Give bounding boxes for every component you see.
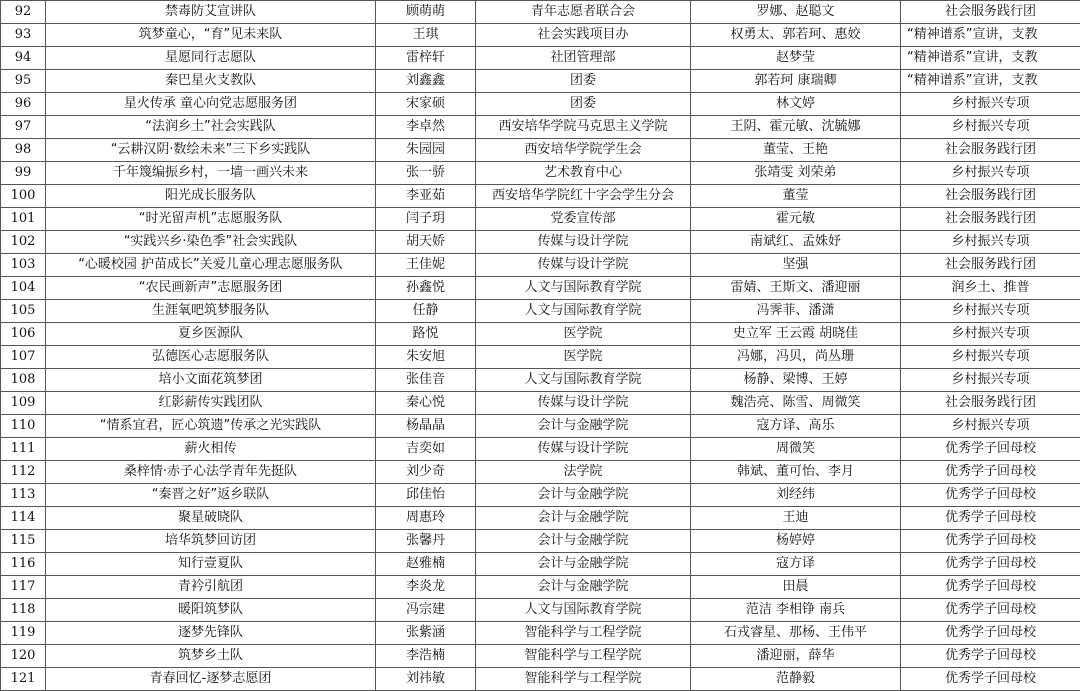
row-number-cell[interactable]: 109: [1, 392, 46, 415]
leader-cell[interactable]: 冯宗建: [376, 599, 476, 622]
unit-cell[interactable]: 人文与国际教育学院: [476, 599, 691, 622]
unit-cell[interactable]: 团委: [476, 93, 691, 116]
category-cell[interactable]: 社会服务践行团: [901, 185, 1080, 208]
unit-cell[interactable]: 人文与国际教育学院: [476, 300, 691, 323]
row-number-cell[interactable]: 113: [1, 484, 46, 507]
leader-cell[interactable]: 张馨丹: [376, 530, 476, 553]
advisor-cell[interactable]: 魏浩亮、陈雪、周微笑: [691, 392, 901, 415]
category-cell[interactable]: 优秀学子回母校: [901, 599, 1080, 622]
unit-cell[interactable]: 医学院: [476, 323, 691, 346]
row-number-cell[interactable]: 114: [1, 507, 46, 530]
row-number-cell[interactable]: 102: [1, 231, 46, 254]
table-row[interactable]: [1, 622, 1080, 645]
category-cell[interactable]: 优秀学子回母校: [901, 461, 1080, 484]
unit-cell[interactable]: 青年志愿者联合会: [476, 1, 691, 24]
row-number-cell[interactable]: 97: [1, 116, 46, 139]
leader-cell[interactable]: 赵雅楠: [376, 553, 476, 576]
table-row[interactable]: [1, 484, 1080, 507]
advisor-cell[interactable]: 冯娜，冯贝，尚丛珊: [691, 346, 901, 369]
category-cell[interactable]: 优秀学子回母校: [901, 530, 1080, 553]
category-cell[interactable]: 优秀学子回母校: [901, 507, 1080, 530]
unit-cell[interactable]: 传媒与设计学院: [476, 438, 691, 461]
advisor-cell[interactable]: 寇方译、高乐: [691, 415, 901, 438]
unit-cell[interactable]: 人文与国际教育学院: [476, 369, 691, 392]
team-name-cell[interactable]: “秦晋之好”返乡联队: [46, 484, 376, 507]
table-row[interactable]: [1, 139, 1080, 162]
unit-cell[interactable]: 西安培华学院红十字会学生分会: [476, 185, 691, 208]
team-name-cell[interactable]: 知行壹夏队: [46, 553, 376, 576]
table-row[interactable]: [1, 392, 1080, 415]
team-name-cell[interactable]: 薪火相传: [46, 438, 376, 461]
team-name-cell[interactable]: 青衿引航团: [46, 576, 376, 599]
team-name-cell[interactable]: 青春回忆-逐梦志愿团: [46, 668, 376, 691]
table-row[interactable]: [1, 1, 1080, 24]
unit-cell[interactable]: 人文与国际教育学院: [476, 277, 691, 300]
table-row[interactable]: [1, 507, 1080, 530]
advisor-cell[interactable]: 郭若珂 康瑞卿: [691, 70, 901, 93]
leader-cell[interactable]: 雷梓轩: [376, 47, 476, 70]
leader-cell[interactable]: 李卓然: [376, 116, 476, 139]
category-cell[interactable]: 乡村振兴专项: [901, 346, 1080, 369]
unit-cell[interactable]: 会计与金融学院: [476, 507, 691, 530]
category-cell[interactable]: 社会服务践行团: [901, 392, 1080, 415]
leader-cell[interactable]: 王琪: [376, 24, 476, 47]
table-row[interactable]: [1, 185, 1080, 208]
category-cell[interactable]: “精神谱系”宣讲，支教: [901, 24, 1080, 47]
category-cell[interactable]: 优秀学子回母校: [901, 553, 1080, 576]
unit-cell[interactable]: 会计与金融学院: [476, 553, 691, 576]
team-name-cell[interactable]: “情系宜君，匠心筑遗”传承之光实践队: [46, 415, 376, 438]
advisor-cell[interactable]: 田晨: [691, 576, 901, 599]
advisor-cell[interactable]: 杨静、梁博、王婷: [691, 369, 901, 392]
leader-cell[interactable]: 刘鑫鑫: [376, 70, 476, 93]
row-number-cell[interactable]: 117: [1, 576, 46, 599]
team-name-cell[interactable]: 生涯氧吧筑梦服务队: [46, 300, 376, 323]
advisor-cell[interactable]: 雷婧、王斯文、潘迎丽: [691, 277, 901, 300]
unit-cell[interactable]: 社团管理部: [476, 47, 691, 70]
leader-cell[interactable]: 秦心悦: [376, 392, 476, 415]
leader-cell[interactable]: 朱园园: [376, 139, 476, 162]
category-cell[interactable]: 乡村振兴专项: [901, 300, 1080, 323]
table-row[interactable]: [1, 415, 1080, 438]
category-cell[interactable]: 优秀学子回母校: [901, 668, 1080, 691]
leader-cell[interactable]: 宋家硕: [376, 93, 476, 116]
table-row[interactable]: [1, 553, 1080, 576]
leader-cell[interactable]: 闫子玥: [376, 208, 476, 231]
leader-cell[interactable]: 李浩楠: [376, 645, 476, 668]
advisor-cell[interactable]: 史立军 王云霞 胡晓佳: [691, 323, 901, 346]
table-row[interactable]: [1, 346, 1080, 369]
table-row[interactable]: [1, 461, 1080, 484]
category-cell[interactable]: 优秀学子回母校: [901, 576, 1080, 599]
unit-cell[interactable]: 会计与金融学院: [476, 576, 691, 599]
row-number-cell[interactable]: 93: [1, 24, 46, 47]
table-row[interactable]: [1, 438, 1080, 461]
category-cell[interactable]: 润乡土、推普: [901, 277, 1080, 300]
table-row[interactable]: [1, 208, 1080, 231]
row-number-cell[interactable]: 96: [1, 93, 46, 116]
table-row[interactable]: [1, 254, 1080, 277]
category-cell[interactable]: 优秀学子回母校: [901, 645, 1080, 668]
unit-cell[interactable]: 西安培华学院学生会: [476, 139, 691, 162]
row-number-cell[interactable]: 101: [1, 208, 46, 231]
unit-cell[interactable]: 团委: [476, 70, 691, 93]
table-row[interactable]: [1, 576, 1080, 599]
advisor-cell[interactable]: 韩斌、董可怡、李月: [691, 461, 901, 484]
leader-cell[interactable]: 吉奕如: [376, 438, 476, 461]
team-name-cell[interactable]: 筑梦童心，“育”见未来队: [46, 24, 376, 47]
advisor-cell[interactable]: 周微笑: [691, 438, 901, 461]
row-number-cell[interactable]: 104: [1, 277, 46, 300]
team-name-cell[interactable]: 桑梓情·赤子心法学青年先挺队: [46, 461, 376, 484]
advisor-cell[interactable]: 石戎睿星、那杨、王伟平: [691, 622, 901, 645]
unit-cell[interactable]: 医学院: [476, 346, 691, 369]
table-row[interactable]: [1, 231, 1080, 254]
category-cell[interactable]: 优秀学子回母校: [901, 484, 1080, 507]
leader-cell[interactable]: 张紫涵: [376, 622, 476, 645]
team-name-cell[interactable]: 培小文面花筑梦团: [46, 369, 376, 392]
advisor-cell[interactable]: 权勇太、郭若珂、惠姣: [691, 24, 901, 47]
leader-cell[interactable]: 杨晶晶: [376, 415, 476, 438]
row-number-cell[interactable]: 108: [1, 369, 46, 392]
team-name-cell[interactable]: 筑梦乡土队: [46, 645, 376, 668]
team-name-cell[interactable]: “实践兴乡·染色季”社会实践队: [46, 231, 376, 254]
category-cell[interactable]: 社会服务践行团: [901, 254, 1080, 277]
row-number-cell[interactable]: 105: [1, 300, 46, 323]
unit-cell[interactable]: 党委宣传部: [476, 208, 691, 231]
table-row[interactable]: [1, 93, 1080, 116]
table-row[interactable]: [1, 668, 1080, 691]
leader-cell[interactable]: 刘少奇: [376, 461, 476, 484]
team-name-cell[interactable]: 千年篾编振乡村，一墙一画兴未来: [46, 162, 376, 185]
table-row[interactable]: [1, 369, 1080, 392]
unit-cell[interactable]: 传媒与设计学院: [476, 392, 691, 415]
advisor-cell[interactable]: 王迪: [691, 507, 901, 530]
table-row[interactable]: [1, 599, 1080, 622]
leader-cell[interactable]: 王佳妮: [376, 254, 476, 277]
category-cell[interactable]: 社会服务践行团: [901, 1, 1080, 24]
advisor-cell[interactable]: 董莹: [691, 185, 901, 208]
team-name-cell[interactable]: “云耕汉阴·数绘未来”三下乡实践队: [46, 139, 376, 162]
row-number-cell[interactable]: 112: [1, 461, 46, 484]
leader-cell[interactable]: 顾萌萌: [376, 1, 476, 24]
row-number-cell[interactable]: 107: [1, 346, 46, 369]
category-cell[interactable]: 社会服务践行团: [901, 139, 1080, 162]
unit-cell[interactable]: 智能科学与工程学院: [476, 622, 691, 645]
advisor-cell[interactable]: 王阴、霍元敏、沈毓娜: [691, 116, 901, 139]
table-row[interactable]: [1, 24, 1080, 47]
row-number-cell[interactable]: 98: [1, 139, 46, 162]
leader-cell[interactable]: 胡天娇: [376, 231, 476, 254]
table-row[interactable]: [1, 300, 1080, 323]
row-number-cell[interactable]: 121: [1, 668, 46, 691]
table-row[interactable]: [1, 645, 1080, 668]
unit-cell[interactable]: 传媒与设计学院: [476, 231, 691, 254]
unit-cell[interactable]: 会计与金融学院: [476, 530, 691, 553]
table-row[interactable]: [1, 70, 1080, 93]
team-name-cell[interactable]: “心暖校园 护苗成长”关爱儿童心理志愿服务队: [46, 254, 376, 277]
team-name-cell[interactable]: “法润乡土”社会实践队: [46, 116, 376, 139]
leader-cell[interactable]: 张一骄: [376, 162, 476, 185]
table-row[interactable]: [1, 116, 1080, 139]
team-name-cell[interactable]: 阳光成长服务队: [46, 185, 376, 208]
table-row[interactable]: [1, 277, 1080, 300]
row-number-cell[interactable]: 115: [1, 530, 46, 553]
row-number-cell[interactable]: 99: [1, 162, 46, 185]
row-number-cell[interactable]: 119: [1, 622, 46, 645]
category-cell[interactable]: 乡村振兴专项: [901, 415, 1080, 438]
team-name-cell[interactable]: 红影薪传实践团队: [46, 392, 376, 415]
advisor-cell[interactable]: 霍元敏: [691, 208, 901, 231]
category-cell[interactable]: 社会服务践行团: [901, 208, 1080, 231]
table-body: [1, 1, 1080, 691]
leader-cell[interactable]: 朱安旭: [376, 346, 476, 369]
advisor-cell[interactable]: 刘经纬: [691, 484, 901, 507]
advisor-cell[interactable]: 冯霁菲、潘潇: [691, 300, 901, 323]
team-name-cell[interactable]: “时光留声机”志愿服务队: [46, 208, 376, 231]
advisor-cell[interactable]: 林文婷: [691, 93, 901, 116]
unit-cell[interactable]: 智能科学与工程学院: [476, 645, 691, 668]
table-row[interactable]: [1, 530, 1080, 553]
category-cell[interactable]: 乡村振兴专项: [901, 231, 1080, 254]
unit-cell[interactable]: 社会实践项目办: [476, 24, 691, 47]
team-name-cell[interactable]: 暖阳筑梦队: [46, 599, 376, 622]
team-name-cell[interactable]: 夏乡医源队: [46, 323, 376, 346]
unit-cell[interactable]: 传媒与设计学院: [476, 254, 691, 277]
unit-cell[interactable]: 智能科学与工程学院: [476, 668, 691, 691]
row-number-cell[interactable]: 106: [1, 323, 46, 346]
table-row[interactable]: [1, 162, 1080, 185]
advisor-cell[interactable]: 潘迎丽，薛华: [691, 645, 901, 668]
unit-cell[interactable]: 西安培华学院马克思主义学院: [476, 116, 691, 139]
row-number-cell[interactable]: 95: [1, 70, 46, 93]
team-name-cell[interactable]: 星火传承 童心向党志愿服务团: [46, 93, 376, 116]
category-cell[interactable]: “精神谱系”宣讲，支教: [901, 47, 1080, 70]
leader-cell[interactable]: 任静: [376, 300, 476, 323]
team-name-cell[interactable]: 星愿同行志愿队: [46, 47, 376, 70]
category-cell[interactable]: 乡村振兴专项: [901, 369, 1080, 392]
unit-cell[interactable]: 会计与金融学院: [476, 415, 691, 438]
leader-cell[interactable]: 邱佳怡: [376, 484, 476, 507]
category-cell[interactable]: “精神谱系”宣讲，支教: [901, 70, 1080, 93]
category-cell[interactable]: 乡村振兴专项: [901, 116, 1080, 139]
leader-cell[interactable]: 李炎龙: [376, 576, 476, 599]
row-number-cell[interactable]: 94: [1, 47, 46, 70]
row-number-cell[interactable]: 100: [1, 185, 46, 208]
team-name-cell[interactable]: 培华筑梦回访团: [46, 530, 376, 553]
row-number-cell[interactable]: 116: [1, 553, 46, 576]
unit-cell[interactable]: 会计与金融学院: [476, 484, 691, 507]
advisor-cell[interactable]: 范洁 李相铮 南兵: [691, 599, 901, 622]
leader-cell[interactable]: 孙鑫悦: [376, 277, 476, 300]
team-name-cell[interactable]: 秦巴星火支教队: [46, 70, 376, 93]
team-name-cell[interactable]: 弘德医心志愿服务队: [46, 346, 376, 369]
advisor-cell[interactable]: 赵梦莹: [691, 47, 901, 70]
row-number-cell[interactable]: 118: [1, 599, 46, 622]
advisor-cell[interactable]: 张靖雯 刘荣弟: [691, 162, 901, 185]
category-cell[interactable]: 乡村振兴专项: [901, 162, 1080, 185]
team-name-cell[interactable]: “农民画新声”志愿服务团: [46, 277, 376, 300]
row-number-cell[interactable]: 110: [1, 415, 46, 438]
category-cell[interactable]: 乡村振兴专项: [901, 323, 1080, 346]
team-name-cell[interactable]: 聚星破晓队: [46, 507, 376, 530]
category-cell[interactable]: 优秀学子回母校: [901, 622, 1080, 645]
team-name-cell[interactable]: 逐梦先锋队: [46, 622, 376, 645]
row-number-cell[interactable]: 111: [1, 438, 46, 461]
advisor-cell[interactable]: 范静毅: [691, 668, 901, 691]
category-cell[interactable]: 优秀学子回母校: [901, 438, 1080, 461]
leader-cell[interactable]: 周惠玲: [376, 507, 476, 530]
row-number-cell[interactable]: 103: [1, 254, 46, 277]
unit-cell[interactable]: 法学院: [476, 461, 691, 484]
table-row[interactable]: [1, 47, 1080, 70]
leader-cell[interactable]: 张佳音: [376, 369, 476, 392]
leader-cell[interactable]: 路悦: [376, 323, 476, 346]
row-number-cell[interactable]: 120: [1, 645, 46, 668]
leader-cell[interactable]: 李亚茹: [376, 185, 476, 208]
row-number-cell[interactable]: 92: [1, 1, 46, 24]
advisor-cell[interactable]: 罗娜、赵聪文: [691, 1, 901, 24]
advisor-cell[interactable]: 坚强: [691, 254, 901, 277]
advisor-cell[interactable]: 寇方译: [691, 553, 901, 576]
advisor-cell[interactable]: 南斌红、孟姝妤: [691, 231, 901, 254]
unit-cell[interactable]: 艺术教育中心: [476, 162, 691, 185]
category-cell[interactable]: 乡村振兴专项: [901, 93, 1080, 116]
leader-cell[interactable]: 刘祎敏: [376, 668, 476, 691]
table-row[interactable]: [1, 323, 1080, 346]
advisor-cell[interactable]: 杨婷婷: [691, 530, 901, 553]
advisor-cell[interactable]: 董莹、王艳: [691, 139, 901, 162]
team-name-cell[interactable]: 禁毒防艾宣讲队: [46, 1, 376, 24]
